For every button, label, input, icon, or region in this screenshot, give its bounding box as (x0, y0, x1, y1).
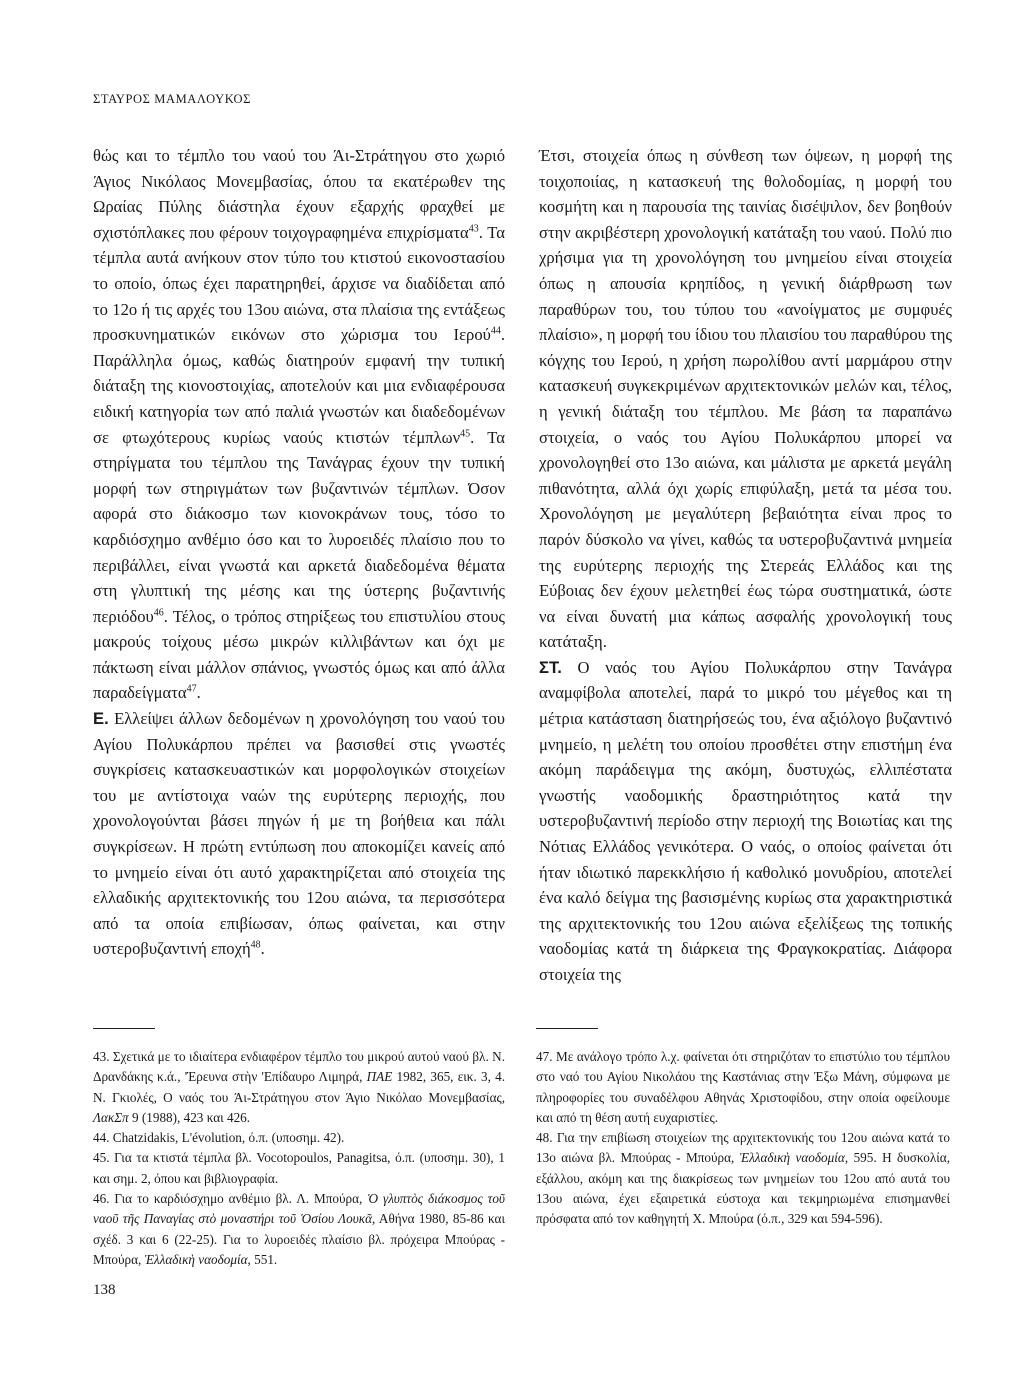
section-marker: ΣΤ. (539, 657, 562, 677)
paragraph (93, 706, 505, 962)
text: . (260, 939, 265, 959)
paragraph (93, 143, 505, 706)
footnote-ref: 43 (468, 223, 479, 235)
text: 1982, 365, εικ. 3, 4. Ν. Γκιολές, Ο ναός του Άι-Στράτηγου στον Άγιο Νικόλαο Μονεμβασίας, (93, 1069, 505, 1105)
text: Ἑλλαδικὴ ναοδομία (739, 1150, 845, 1166)
footnote-ref: 44 (490, 325, 501, 337)
text: 46. Για το καρδιόσχημο ανθέμιο βλ. Λ. Μπούρα, (93, 1191, 368, 1207)
right-column (539, 143, 952, 988)
text: . (196, 683, 201, 703)
text: 43. Σχετικά με το ιδιαίτερα ενδιαφέρον τέμπλο του μικρού αυτού ναού βλ. Ν. Δρανδάκης κ.ά., 'Έρευνα στὴν 'Επίδαυρο Λιμηρά, (93, 1049, 505, 1085)
paragraph: Έτσι, στοιχεία όπως η σύνθεση των όψεων, η μορφή της τοιχοποιίας, η κατασκευή της θολοδομίας, η μορφή του κοσμήτη και η παρουσία της ταινίας δισέψιλον, δεν βοηθούν στην ακριβέστερη χρονολογική κατάταξη του ναού. Πολύ πιο χρήσιμα για τη χρονολόγηση του μνημείου είναι στοιχεία όπως η απουσία κρηπίδος, η γενική διάρθρωση των παραθύρων του, του τύπου του «ανοίγματος με συμφυές πλαίσιο», η μορφή του ίδιου του πλαισίου του παραθύρου της κόγχης του Ιερού, η χρήση πωρολίθου αντί μαρμάρου στην κατασκευή συγκεκριμένων αρχιτεκτονικών μελών και, τέλος, η γενική διάταξη του τέμπλου. Με βάση τα παραπάνω στοιχεία, ο ναός του Αγίου Πολυκάρπου μπορεί να χρονολογηθεί στο 13ο αιώνα, και μάλιστα με αρκετά μεγάλη πιθανότητα, αλλά όχι χωρίς επιφύλαξη, μετά τα μέσα του. Χρονολόγηση με μεγαλύτερη βεβαιότητα είναι προς το παρόν δύσκολο να γίνει, καθώς τα υστεροβυζαντινά μνημεία της ευρύτερης περιοχής της Στερεάς Ελλάδος και της Εύβοιας δεν έχουν μελετηθεί έως τώρα συστηματικά, ώστε να είναι δυνατή μια κάπως ασφαλής χρονολογική τους κατάταξη. (539, 146, 952, 652)
footnote: 44. Chatzidakis, L'évolution, ό.π. (υποσημ. 42). (93, 1130, 345, 1146)
footnote-ref: 45 (460, 428, 471, 439)
footnote-divider (536, 1028, 598, 1029)
text: 48. Για την επιβίωση στοιχείων της αρχιτεκτονικής του 12ου αιώνα κατά το 13ο αιώνα βλ. Μπούρας - Μπούρα, (536, 1130, 950, 1166)
paragraph (539, 655, 952, 988)
running-head: ΣΤΑΥΡΟΣ ΜΑΜΑΛΟΥΚΟΣ (93, 92, 251, 106)
footnote (536, 1128, 950, 1229)
footnotes-right (536, 1047, 950, 1230)
text: , 595. Η δυσκολία, εξάλλου, ακόμη και της διακρίσεως των μνημείων του 12ου από αυτά του 13ου αιώνα, έχει εξαιρετικά εύστοχα και τεκμηριωμένα επισημανθεί πρόσφατα από τον καθηγητή Χ. Μπούρα (ό.π., 329 και 594-596). (536, 1150, 950, 1227)
footnote: 45. Για τα κτιστά τέμπλα βλ. Vocotopoulos, Panagitsa, ό.π. (υποσημ. 30), 1 και σημ. 2, όπου και βιβλιογραφία. (93, 1150, 505, 1186)
text: 9 (1988), 423 και 426. (128, 1109, 251, 1125)
section-marker: Ε. (93, 709, 109, 729)
text: Ο ναός του Αγίου Πολυκάρπου στην Τανάγρα αναμφίβολα αποτελεί, παρά το μικρό του μέγεθος και τη μέτρια κατάσταση διατηρήσεώς του, ένα αξιόλογο βυζαντινό μνημείο, η μελέτη του οποίου προσθέτει στην επιστήμη ένα ακόμη παράδειγμα της ακόμη, δυστυχώς, ελλιπέστατα γνωστής ναοδομικής δραστηριότητος κατά την υστεροβυζαντινή περίοδο στην περιοχή της Βοιωτίας και της Νότιας Ελλάδος γενικότερα. Ο ναός, ο οποίος φαίνεται ότι ήταν ιδιωτικό παρεκκλήσιο ή καθολικό μονυδρίου, αποτελεί ένα καλό δείγμα της βασισμένης κυρίως στα χαρακτηριστικά της αρχιτεκτονικής του 12ου αιώνα εξελίξεως της τοπικής ναοδομίας κατά τη διάρκεια της Φραγκοκρατίας. Διάφορα στοιχεία της (539, 657, 952, 984)
text: Ὁ γλυπτὸς διάκοσμος τοῦ ναοῦ τῆς Παναγίας στὸ μοναστήρι τοῦ Ὁσίου Λουκᾶ (93, 1191, 505, 1227)
footnote-divider (93, 1028, 155, 1029)
text: . Τα στηρίγματα του τέμπλου της Τανάγρας έχουν την τυπική μορφή των στηριγμάτων των βυζαντινών τέμπλων. Όσον αφορά στο διάκοσμο των κιονοκράνων τους, τόσο το καρδιόσχημο ανθέμιο όσο και το λυροειδές πλαίσιο που το περιβάλλει, είναι γνωστά και αρκετά διαδεδομένα θέματα στη γλυπτική της μέσης και της ύστερης βυζαντινής περιόδου (93, 427, 505, 626)
footnote: 47. Με ανάλογο τρόπο λ.χ. φαίνεται ότι στηριζόταν το επιστύλιο του τέμπλου στο ναό του Αγίου Νικολάου της Καστάνιας στην Έξω Μάνη, σύμφωνα με πληροφορίες του συναδέλφου Αθηνάς Χριστοφίδου, στην οποία οφείλουμε και από τη θέση αυτή ευχαριστίες. (536, 1049, 950, 1125)
footnote (93, 1047, 505, 1128)
footnote (93, 1189, 505, 1270)
text: . Τα τέμπλα αυτά ανήκουν στον τύπο του κτιστού εικονοστασίου το οποίο, όπως έχει παρατηρηθεί, άρχισε να διαδίδεται από το 12ο ή τις αρχές του 13ου αιώνα, στα πλαίσια της εντάξεως προσκυνηματικών εικόνων στο χώρισμα του Ιερού (93, 222, 505, 345)
text: ΠΑΕ (366, 1069, 393, 1085)
text: Ἑλλαδικὴ ναοδομία (144, 1251, 248, 1267)
footnotes-left (93, 1047, 505, 1270)
text: . Τέλος, ο τρόπος στηρίξεως του επιστυλίου στους μακρούς τοίχους μέσω μικρών κιλλιβάντων και όχι με πάκτωση είναι μάλλον σπάνιος, γνωστός όμως και από άλλα παραδείγματα (93, 606, 505, 703)
footnote-ref: 46 (153, 607, 164, 619)
text: ΛακΣπ (93, 1109, 129, 1125)
text: , Αθήνα 1980, 85-86 και σχέδ. 3 και 6 (22-25). Για το λυροειδές πλαίσιο βλ. πρόχειρα Μπούρας - Μπούρα, (93, 1211, 505, 1267)
text: θώς και το τέμπλο του ναού του Άι-Στράτηγου στο χωριό Άγιος Νικόλαος Μονεμβασίας, όπου τα εκατέρωθεν της Ωραίας Πύλης διάστηλα έχουν εξαρχής φραχθεί με σχιστόπλακες που φέρουν τοιχογραφημένα επιχρίσματα (93, 146, 505, 242)
text: Ελλείψει άλλων δεδομένων η χρονολόγηση του ναού του Αγίου Πολυκάρπου πρέπει να βασισθεί στις γνωστές συγκρίσεις κατασκευαστικών και μορφολογικών στοιχείων του με αντίστοιχα ναών της ευρύτερης περιοχής, που χρονολογούνται βάσει πηγών ή με τη βοήθεια και πάλι συγκρίσεων. Η πρώτη εντύπωση που αποκομίζει κανείς από το μνημείο είναι ότι αυτό χαρακτηρίζεται από στοιχεία της ελλαδικής αρχιτεκτονικής του 12ου αιώνα, τα περισσότερα από τα οποία επιβίωσαν, όπως φαίνεται, και στην υστεροβυζαντινή εποχή (93, 709, 505, 959)
footnote-ref: 47 (186, 683, 197, 695)
page-number: 138 (93, 1282, 116, 1298)
footnote-ref: 48 (250, 939, 261, 951)
text: , 551. (247, 1251, 278, 1267)
left-column (93, 143, 505, 962)
text: . Παράλληλα όμως, καθώς διατηρούν εμφανή την τυπική διάταξη της κιονοστοιχίας, αποτελούν και μια ενδιαφέρουσα ειδική κατηγορία των από παλιά γνωστών και διαδεδομένων σε φτωχότερους κυρίως ναούς κτιστών τέμπλων (93, 325, 505, 447)
